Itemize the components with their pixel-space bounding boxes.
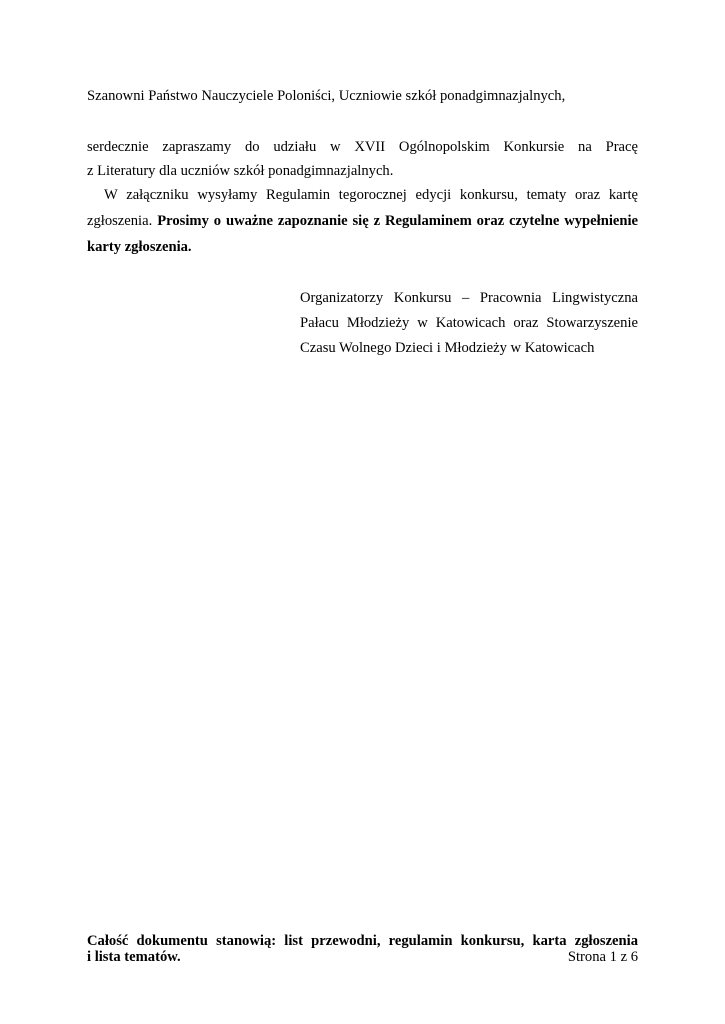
paragraph-indent xyxy=(87,186,104,204)
footer-note-line2 xyxy=(87,948,638,966)
paragraph2-line3: karty zgłoszenia. xyxy=(87,239,192,255)
paragraph1-line1: serdecznie zapraszamy do udziału w XVII Ogólnopolskim Konkursie na Pracę xyxy=(87,139,638,155)
footer-note-line2-text: i lista tematów. xyxy=(87,949,181,965)
signature-line2: Pałacu Młodzieży w Katowicach oraz Stowarzyszenie xyxy=(300,315,638,331)
paragraph1-line2: z Literatury dla uczniów szkół ponadgimnazjalnych. xyxy=(87,163,394,179)
signature-line1: Organizatorzy Konkursu – Pracownia Lingwistyczna xyxy=(300,290,638,306)
paragraph2-line2-normal: zgłoszenia. xyxy=(87,213,153,229)
page-number: Strona 1 z 6 xyxy=(567,949,638,965)
paragraph2-line2-bold: Prosimy o uważne zapoznanie się z Regulaminem oraz czytelne wypełnienie xyxy=(157,213,638,229)
greeting-line: Szanowni Państwo Nauczyciele Poloniści, Uczniowie szkół ponadgimnazjalnych, xyxy=(87,88,566,104)
signature-line3: Czasu Wolnego Dzieci i Młodzieży w Katowicach xyxy=(300,340,595,356)
paragraph2-line1-text: W załączniku wysyłamy Regulamin tegorocznej edycji konkursu, tematy oraz kartę xyxy=(104,187,638,203)
paragraph2-line2 xyxy=(87,212,638,230)
footer-note-line1: Całość dokumentu stanowią: list przewodni, regulamin konkursu, karta zgłoszenia xyxy=(87,933,638,949)
paragraph2-line1 xyxy=(87,186,638,204)
